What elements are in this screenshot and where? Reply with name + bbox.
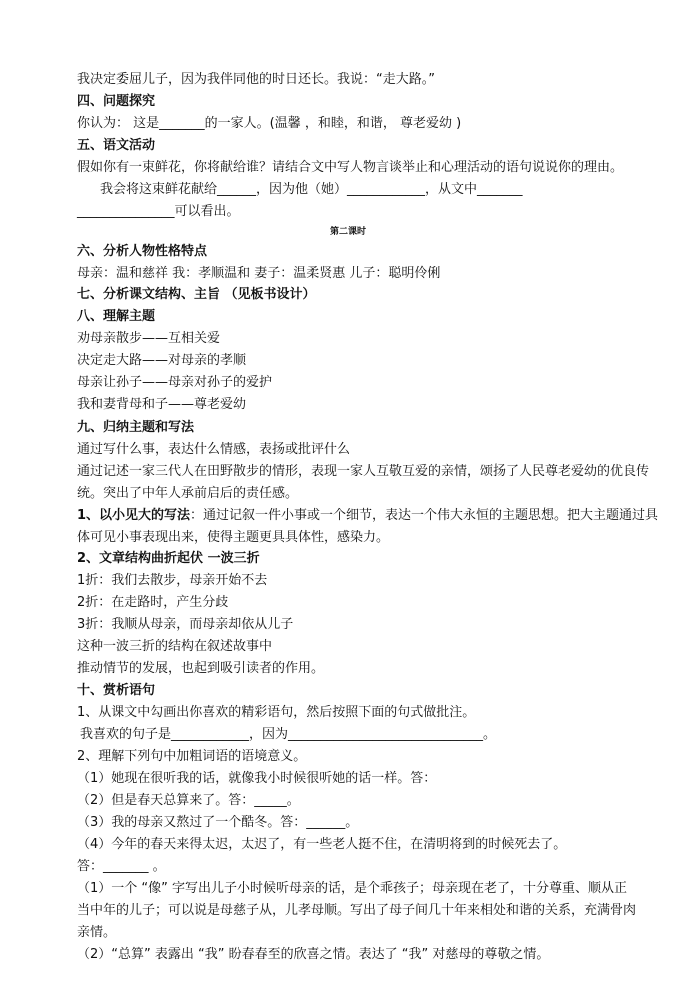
text-line: 这种一波三折的结构在叙述故事中: [77, 639, 273, 654]
text-line: 通过写什么事，表达什么情感，表扬或批评什么: [77, 442, 351, 457]
text-line: 我会将这束鲜花献给______，因为他（她）____________，从文中_______: [100, 182, 523, 197]
text-line: 统。突出了中年人承前启后的责任感。: [77, 486, 299, 501]
text-line: 体可见小事表现出来，使得主题更具具体性，感染力。: [77, 530, 390, 545]
text-line: 劝母亲散步——互相关爱: [77, 331, 221, 346]
section-heading: 六、分析人物性格特点: [77, 244, 208, 259]
text-line: 我和妻背母和子——尊老爱幼: [77, 397, 247, 412]
section-heading: 五、语文活动: [77, 138, 156, 153]
text-line: （4）今年的春天来得太迟，太迟了，有一些老人挺不住，在清明将到的时候死去了。: [77, 837, 567, 852]
text-line: [77, 506, 658, 526]
text-line: 通过记述一家三代人在田野散步的情形，表现一家人互敬互爱的亲情，颂扬了人民尊老爱幼的优良传: [77, 464, 650, 479]
text-line: 答：_______ 。: [77, 859, 166, 874]
text-line: 我决定委屈儿子，因为我伴同他的时日还长。我说：“走大路。”: [77, 72, 435, 87]
text-line: （2）但是春天总算来了。答：_____。: [77, 793, 300, 808]
text-line: 推动情节的发展，也起到吸引读者的作用。: [77, 661, 325, 676]
text-line: 你认为： 这是_______的一家人。(温馨 ，和睦，和谐， 尊老爱幼 ): [77, 116, 462, 131]
text-line: 亲情。: [77, 925, 117, 940]
lesson-title: 第二课时: [329, 227, 366, 237]
text-line: 决定走大路——对母亲的孝顺: [77, 353, 247, 368]
text-line: 2折：在走路时，产生分歧: [77, 595, 229, 610]
text-line: 2、理解下列句中加粗词语的语境意义。: [77, 749, 307, 764]
text-line: （1）一个 “像” 字写出儿子小时候听母亲的话，是个乖孩子；母亲现在老了，十分尊重、顺从正: [77, 881, 628, 896]
text-line: 母亲：温和慈祥 我：孝顺温和 妻子：温柔贤惠 儿子：聪明伶俐: [77, 266, 441, 281]
text-line: 当中年的儿子；可以说是母慈子从，儿孝母顺。写出了母子间几十年来相处和谐的关系，充满骨肉: [77, 903, 637, 918]
section-heading: 七、分析课文结构、主旨 （见板书设计）: [77, 287, 316, 302]
text-line: 1折：我们去散步，母亲开始不去: [77, 573, 268, 588]
text-line: _______________可以看出。: [77, 204, 240, 219]
text-line: （3）我的母亲又熬过了一个酷冬。答：______。: [77, 815, 359, 830]
text-line: 1、从课文中勾画出你喜欢的精彩语句，然后按照下面的句式做批注。: [77, 705, 476, 720]
section-heading: 十、赏析语句: [77, 683, 156, 698]
text-line: 假如你有一束鲜花，你将献给谁？请结合文中写人物言谈举止和心理活动的语句说说你的理由。: [77, 160, 624, 175]
subheading: 2、文章结构曲折起伏 一波三折: [77, 551, 260, 566]
text-line: 母亲让孙子——母亲对孙子的爱护: [77, 375, 273, 390]
section-heading: 八、理解主题: [77, 309, 156, 324]
text-line: 3折：我顺从母亲，而母亲却依从儿子: [77, 617, 294, 632]
subheading: 1、以小见大的写法: [77, 508, 191, 523]
text-line: （1）她现在很听我的话，就像我小时候很听她的话一样。答：: [77, 771, 437, 786]
section-heading: 四、问题探究: [77, 94, 156, 109]
section-heading: 九、归纳主题和写法: [77, 420, 195, 435]
text-span: ：通过记叙一件小事或一个细节，表达一个伟大永恒的主题思想。把大主题通过具: [190, 508, 659, 523]
text-line: （2）“总算” 表露出 “我” 盼春春至的欣喜之情。表达了 “我” 对慈母的尊敬之情。: [77, 947, 550, 962]
text-line: 我喜欢的句子是____________，因为______________________________。: [80, 727, 497, 742]
